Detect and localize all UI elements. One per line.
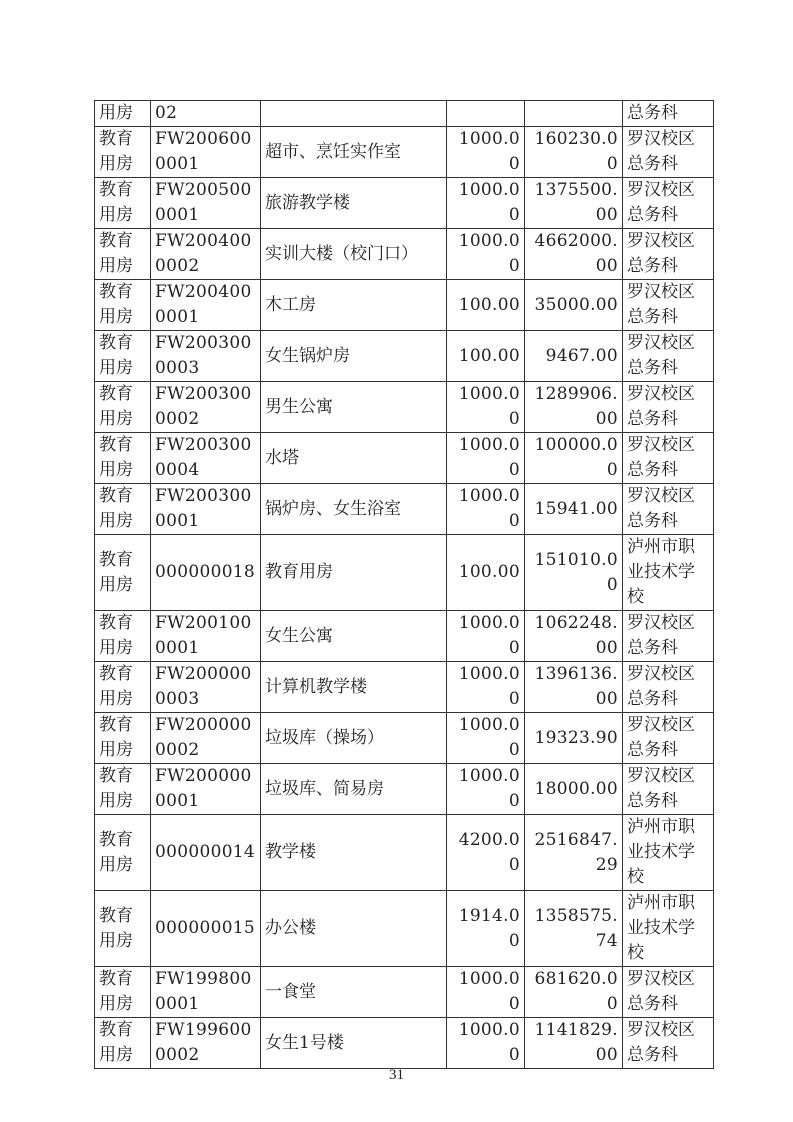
table-row (95, 484, 714, 535)
department-cell-text: 罗汉校区总务科 (627, 384, 695, 429)
table-row (95, 433, 714, 484)
area-cell-text: 100.00 (458, 294, 520, 315)
department-cell-text: 罗汉校区总务科 (627, 715, 695, 760)
asset-table-body (95, 101, 714, 1069)
value-cell-text: 2516847.29 (534, 829, 618, 875)
department-cell (623, 280, 714, 331)
value-cell-text: 35000.00 (534, 294, 618, 315)
area-cell (447, 535, 525, 611)
asset-name-cell-text: 实训大楼（校门口） (265, 243, 418, 264)
value-cell-text: 681620.00 (534, 969, 618, 1014)
value-cell-text: 1375500.00 (534, 180, 618, 225)
department-cell-text: 泸州市职业技术学校 (627, 537, 695, 607)
table-row (95, 382, 714, 433)
category-cell (95, 764, 151, 815)
area-cell-text: 1914.00 (458, 905, 520, 951)
asset-name-cell-text: 教育用房 (265, 562, 333, 582)
area-cell-text: 4200.00 (458, 829, 520, 875)
area-cell (447, 382, 525, 433)
asset-name-cell (261, 611, 447, 662)
asset-code-cell (151, 662, 261, 713)
area-cell-text: 1000.00 (458, 1020, 520, 1065)
value-cell-text: 151010.00 (534, 549, 618, 595)
value-cell (525, 815, 623, 891)
department-cell (623, 484, 714, 535)
asset-name-cell (261, 535, 447, 611)
department-cell-text: 罗汉校区总务科 (627, 969, 695, 1014)
area-cell (447, 178, 525, 229)
value-cell (525, 484, 623, 535)
asset-code-cell (151, 713, 261, 764)
asset-name-cell (261, 127, 447, 178)
category-cell (95, 815, 151, 891)
asset-name-cell (261, 764, 447, 815)
table-row (95, 535, 714, 611)
category-cell-text: 教育用房 (99, 486, 133, 531)
value-cell-text: 15941.00 (534, 498, 618, 519)
asset-name-cell-text: 一食堂 (265, 981, 316, 1002)
asset-name-cell (261, 101, 447, 127)
value-cell (525, 1018, 623, 1069)
department-cell-text: 罗汉校区总务科 (627, 231, 695, 276)
value-cell (525, 433, 623, 484)
area-cell-text: 1000.00 (458, 766, 520, 811)
category-cell (95, 280, 151, 331)
asset-code-cell-text: FW2000000003 (155, 664, 252, 709)
category-cell-text: 教育用房 (99, 829, 133, 875)
department-cell-text: 罗汉校区总务科 (627, 129, 695, 174)
department-cell (623, 229, 714, 280)
asset-code-cell-text: FW2004000001 (155, 282, 252, 327)
asset-code-cell (151, 611, 261, 662)
category-cell (95, 891, 151, 967)
department-cell (623, 891, 714, 967)
department-cell (623, 535, 714, 611)
asset-name-cell-text: 旅游教学楼 (265, 192, 350, 213)
asset-code-cell-text: FW2003000004 (155, 435, 252, 480)
value-cell-text: 100000.00 (534, 435, 618, 480)
asset-name-cell-text: 锅炉房、女生浴室 (265, 498, 401, 519)
asset-code-cell-text: FW2003000002 (155, 384, 252, 429)
department-cell (623, 764, 714, 815)
category-cell-text: 教育用房 (99, 180, 133, 225)
asset-code-cell (151, 764, 261, 815)
table-row (95, 127, 714, 178)
area-cell-text: 1000.00 (458, 664, 520, 709)
category-cell-text: 用房 (99, 103, 133, 123)
category-cell-text: 教育用房 (99, 1020, 133, 1065)
area-cell-text: 1000.00 (458, 613, 520, 658)
value-cell (525, 382, 623, 433)
asset-name-cell (261, 280, 447, 331)
table-row (95, 891, 714, 967)
category-cell-text: 教育用房 (99, 333, 133, 378)
value-cell-text: 1289906.00 (534, 384, 618, 429)
category-cell-text: 教育用房 (99, 715, 133, 760)
area-cell (447, 764, 525, 815)
category-cell (95, 127, 151, 178)
value-cell-text: 1141829.00 (534, 1020, 618, 1065)
asset-name-cell (261, 967, 447, 1018)
asset-name-cell-text: 垃圾库、简易房 (265, 778, 384, 799)
asset-name-cell (261, 815, 447, 891)
area-cell-text: 1000.00 (458, 486, 520, 531)
asset-name-cell (261, 713, 447, 764)
department-cell-text: 罗汉校区总务科 (627, 766, 695, 811)
table-row (95, 815, 714, 891)
asset-code-cell-text: FW2001000001 (155, 613, 252, 658)
table-row (95, 662, 714, 713)
value-cell (525, 891, 623, 967)
department-cell (623, 713, 714, 764)
area-cell (447, 280, 525, 331)
asset-code-cell (151, 382, 261, 433)
asset-code-cell (151, 433, 261, 484)
area-cell-text: 100.00 (458, 562, 520, 582)
value-cell (525, 967, 623, 1018)
asset-code-cell (151, 891, 261, 967)
area-cell (447, 713, 525, 764)
category-cell (95, 178, 151, 229)
asset-name-cell (261, 331, 447, 382)
area-cell (447, 1018, 525, 1069)
department-cell (623, 433, 714, 484)
category-cell (95, 967, 151, 1018)
value-cell (525, 229, 623, 280)
area-cell-text: 1000.00 (458, 129, 520, 174)
asset-name-cell (261, 433, 447, 484)
category-cell (95, 229, 151, 280)
asset-code-cell-text: FW1998000001 (155, 969, 252, 1014)
value-cell (525, 127, 623, 178)
category-cell (95, 433, 151, 484)
asset-code-cell (151, 535, 261, 611)
department-cell (623, 101, 714, 127)
value-cell-text: 4662000.00 (534, 231, 618, 276)
department-cell (623, 662, 714, 713)
asset-name-cell (261, 1018, 447, 1069)
value-cell (525, 280, 623, 331)
asset-code-cell-text: 000000015 (155, 918, 256, 938)
area-cell-text: 1000.00 (458, 969, 520, 1014)
asset-code-cell-text: FW2006000001 (155, 129, 252, 174)
asset-code-cell-text: FW2004000002 (155, 231, 252, 276)
department-cell-text: 罗汉校区总务科 (627, 282, 695, 327)
asset-code-cell-text: 02 (155, 103, 178, 123)
table-row (95, 967, 714, 1018)
area-cell (447, 815, 525, 891)
asset-name-cell-text: 超市、烹饪实作室 (265, 141, 401, 162)
value-cell (525, 764, 623, 815)
asset-name-cell-text: 计算机教学楼 (265, 676, 367, 697)
area-cell (447, 967, 525, 1018)
area-cell (447, 662, 525, 713)
value-cell (525, 713, 623, 764)
area-cell-text: 1000.00 (458, 180, 520, 225)
department-cell-text: 罗汉校区总务科 (627, 664, 695, 709)
table-row (95, 229, 714, 280)
area-cell-text: 1000.00 (458, 384, 520, 429)
value-cell-text: 160230.00 (534, 129, 618, 174)
table-row (95, 611, 714, 662)
department-cell (623, 331, 714, 382)
category-cell (95, 101, 151, 127)
asset-code-cell-text: FW2003000001 (155, 486, 252, 531)
asset-code-cell-text: FW2000000002 (155, 715, 252, 760)
table-row (95, 101, 714, 127)
category-cell (95, 713, 151, 764)
category-cell (95, 611, 151, 662)
asset-code-cell (151, 1018, 261, 1069)
area-cell (447, 229, 525, 280)
category-cell-text: 教育用房 (99, 969, 133, 1014)
asset-code-cell-text: FW1996000002 (155, 1020, 252, 1065)
department-cell-text: 总务科 (627, 103, 678, 123)
category-cell-text: 教育用房 (99, 664, 133, 709)
table-row (95, 331, 714, 382)
department-cell-text: 罗汉校区总务科 (627, 613, 695, 658)
value-cell-text: 18000.00 (534, 778, 618, 799)
table-row (95, 178, 714, 229)
area-cell-text: 1000.00 (458, 715, 520, 760)
department-cell-text: 罗汉校区总务科 (627, 180, 695, 225)
table-row (95, 1018, 714, 1069)
category-cell-text: 教育用房 (99, 231, 133, 276)
asset-name-cell (261, 662, 447, 713)
department-cell (623, 382, 714, 433)
department-cell (623, 815, 714, 891)
category-cell (95, 484, 151, 535)
value-cell (525, 331, 623, 382)
table-row (95, 764, 714, 815)
asset-name-cell (261, 229, 447, 280)
category-cell-text: 教育用房 (99, 905, 133, 951)
asset-name-cell-text: 办公楼 (265, 918, 316, 938)
asset-name-cell-text: 女生1号楼 (265, 1032, 344, 1053)
asset-name-cell-text: 女生公寓 (265, 625, 333, 646)
category-cell-text: 教育用房 (99, 129, 133, 174)
department-cell (623, 178, 714, 229)
asset-code-cell (151, 101, 261, 127)
asset-name-cell-text: 木工房 (265, 294, 316, 315)
asset-name-cell-text: 垃圾库（操场） (265, 727, 384, 748)
area-cell (447, 891, 525, 967)
category-cell (95, 662, 151, 713)
value-cell-text: 1358575.74 (534, 905, 618, 951)
asset-name-cell-text: 教学楼 (265, 842, 316, 862)
value-cell (525, 611, 623, 662)
department-cell (623, 967, 714, 1018)
category-cell (95, 382, 151, 433)
asset-name-cell (261, 484, 447, 535)
value-cell-text: 19323.90 (534, 727, 618, 748)
value-cell-text: 1396136.00 (534, 664, 618, 709)
asset-name-cell-text: 男生公寓 (265, 396, 333, 417)
asset-name-cell (261, 891, 447, 967)
asset-code-cell-text: FW2005000001 (155, 180, 252, 225)
value-cell-text: 9467.00 (545, 345, 618, 366)
asset-name-cell (261, 178, 447, 229)
category-cell (95, 535, 151, 611)
category-cell-text: 教育用房 (99, 549, 133, 595)
department-cell (623, 611, 714, 662)
area-cell (447, 433, 525, 484)
value-cell (525, 535, 623, 611)
area-cell (447, 101, 525, 127)
area-cell (447, 127, 525, 178)
area-cell-text: 100.00 (458, 345, 520, 366)
value-cell (525, 662, 623, 713)
asset-code-cell (151, 331, 261, 382)
area-cell (447, 484, 525, 535)
asset-code-cell (151, 229, 261, 280)
department-cell (623, 127, 714, 178)
page-number: 31 (389, 1067, 404, 1083)
asset-table (94, 100, 714, 1069)
department-cell-text: 罗汉校区总务科 (627, 333, 695, 378)
category-cell-text: 教育用房 (99, 766, 133, 811)
asset-code-cell-text: FW2003000003 (155, 333, 252, 378)
table-row (95, 280, 714, 331)
value-cell (525, 178, 623, 229)
department-cell-text: 泸州市职业技术学校 (627, 817, 695, 887)
asset-code-cell (151, 815, 261, 891)
asset-name-cell (261, 382, 447, 433)
category-cell-text: 教育用房 (99, 435, 133, 480)
table-row (95, 713, 714, 764)
asset-code-cell (151, 127, 261, 178)
department-cell-text: 罗汉校区总务科 (627, 1020, 695, 1065)
area-cell-text: 1000.00 (458, 435, 520, 480)
asset-name-cell-text: 水塔 (265, 447, 299, 468)
asset-code-cell (151, 484, 261, 535)
value-cell-text: 1062248.00 (534, 613, 618, 658)
category-cell-text: 教育用房 (99, 613, 133, 658)
asset-code-cell (151, 280, 261, 331)
area-cell (447, 331, 525, 382)
asset-code-cell-text: FW2000000001 (155, 766, 252, 811)
category-cell (95, 331, 151, 382)
asset-code-cell (151, 178, 261, 229)
category-cell-text: 教育用房 (99, 282, 133, 327)
department-cell (623, 1018, 714, 1069)
category-cell-text: 教育用房 (99, 384, 133, 429)
category-cell (95, 1018, 151, 1069)
department-cell-text: 泸州市职业技术学校 (627, 893, 695, 963)
area-cell-text: 1000.00 (458, 231, 520, 276)
asset-code-cell (151, 967, 261, 1018)
department-cell-text: 罗汉校区总务科 (627, 486, 695, 531)
area-cell (447, 611, 525, 662)
asset-code-cell-text: 000000018 (155, 562, 256, 582)
department-cell-text: 罗汉校区总务科 (627, 435, 695, 480)
asset-code-cell-text: 000000014 (155, 842, 256, 862)
asset-name-cell-text: 女生锅炉房 (265, 345, 350, 366)
value-cell (525, 101, 623, 127)
